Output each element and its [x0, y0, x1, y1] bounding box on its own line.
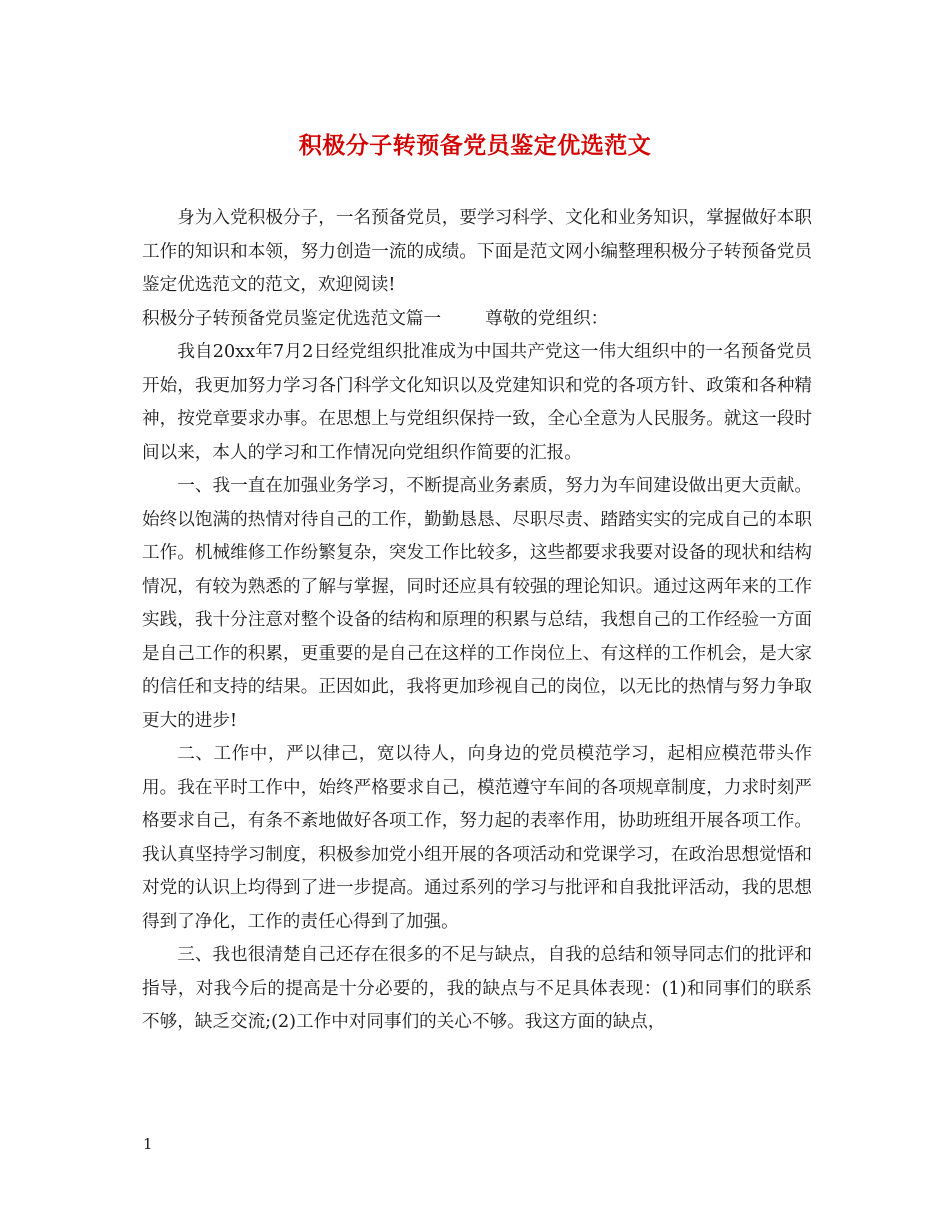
body-paragraph-1: 我自20xx年7月2日经党组织批准成为中国共产党这一伟大组织中的一名预备党员开始，我更加努力学习各门科学文化知识以及党建知识和党的各项方针、政策和各种精神，按党章要求办事。在思想上与党组织保持一致，全心全意为人民服务。就这一段时间以来，本人的学习和工作情况向党组织作简要的汇报。 [142, 342, 812, 463]
section-heading: 积极分子转预备党员鉴定优选范文篇一 [142, 308, 442, 329]
intro-paragraph: 身为入党积极分子，一名预备党员，要学习科学、文化和业务知识，掌握做好本职工作的知识和本领，努力创造一流的成绩。下面是范文网小编整理积极分子转预备党员鉴定优选范文的范文，欢迎阅读! [142, 208, 812, 295]
page-number: 1 [143, 1135, 153, 1153]
document-body [142, 202, 812, 1040]
document-title: 积极分子转预备党员鉴定优选范文 [298, 132, 652, 159]
body-paragraph-3: 二、工作中，严以律己，宽以待人，向身边的党员模范学习，起相应模范带头作用。我在平时工作中，始终严格要求自己，模范遵守车间的各项规章制度，力求时刻严格要求自己，有条不紊地做好各项工作，努力起的表率作用，协助班组开展各项工作。我认真坚持学习制度，积极参加党小组开展的各项活动和党课学习，在政治思想觉悟和对党的认识上均得到了进一步提高。通过系列的学习与批评和自我批评活动，我的思想得到了净化，工作的责任心得到了加强。 [142, 744, 812, 932]
section-heading-line [142, 303, 812, 337]
body-paragraph-2: 一、我一直在加强业务学习，不断提高业务素质，努力为车间建设做出更大贡献。始终以饱满的热情对待自己的工作，勤勤恳恳、尽职尽责、踏踏实实的完成自己的本职工作。机械维修工作纷繁复杂，突发工作比较多，这些都要求我要对设备的现状和结构情况，有较为熟悉的了解与掌握，同时还应具有较强的理论知识。通过这两年来的工作实践，我十分注意对整个设备的结构和原理的积累与总结，我想自己的工作经验一方面是自己工作的积累，更重要的是自己在这样的工作岗位上、有这样的工作机会，是大家的信任和支持的结果。正因如此，我将更加珍视自己的岗位，以无比的热情与努力争取更大的进步! [142, 476, 812, 731]
body-paragraph-4: 三、我也很清楚自己还存在很多的不足与缺点，自我的总结和领导同志们的批评和指导，对我今后的提高是十分必要的，我的缺点与不足具体表现：(1)和同事们的联系不够，缺乏交流;(2)工作中对同事们的关心不够。我这方面的缺点， [142, 945, 812, 1032]
salutation: 尊敬的党组织： [485, 308, 609, 329]
